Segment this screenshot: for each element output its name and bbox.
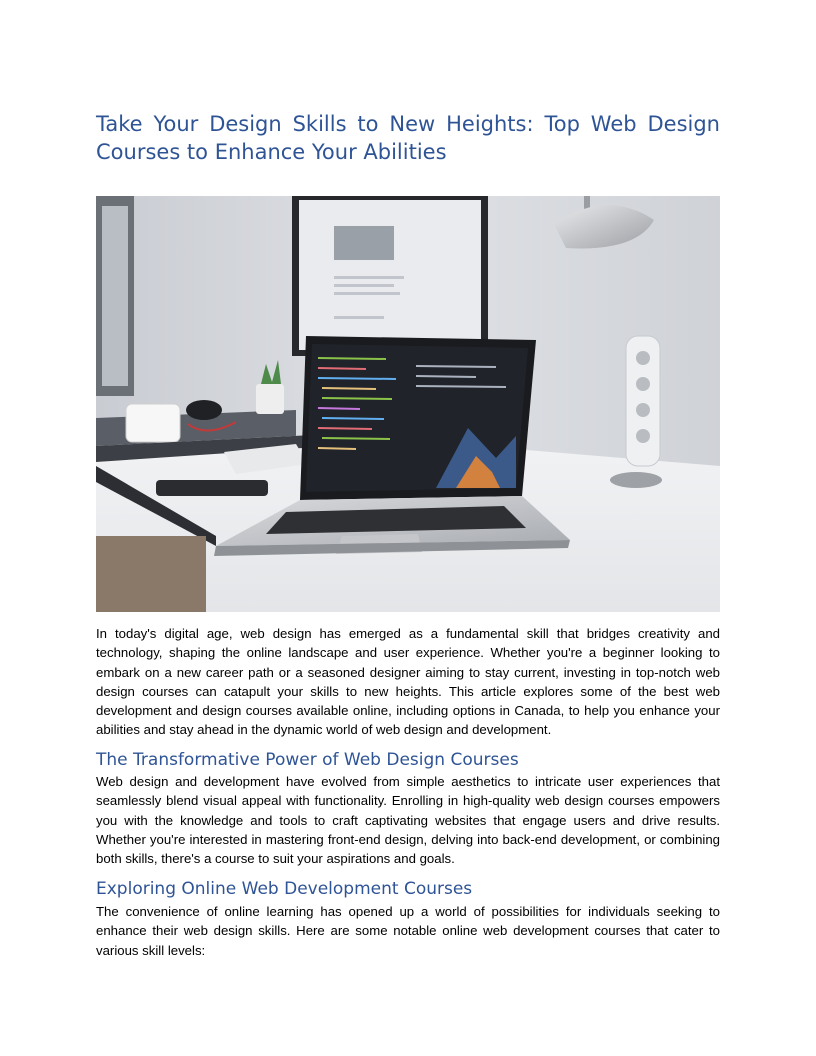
- section-body-transformative-power: Web design and development have evolved from simple aesthetics to intricate user experiences that seamlessly blend visual appeal with functionality. Enrolling in high-quality web design courses empowers you with the knowledge and tools to craft captivating websites that engage users and drive results. Whether you're interested in mastering front-end design, delving into back-end development, or combining both skills, there's a course to suit your aspirations and goals.: [96, 774, 720, 867]
- intro-paragraph: In today's digital age, web design has emerged as a fundamental skill that bridges creativity and technology, shaping the online landscape and user experience. Whether you're a beginner looking to embark on a new career path or a seasoned designer aiming to stay current, investing in top-notch web design courses can catapult your skills to new heights. This article explores some of the best web development and design courses available online, including options in Canada, to help you enhance your abilities and stay ahead in the dynamic world of web design and development.: [96, 626, 720, 738]
- section-heading-online-courses: Exploring Online Web Development Courses: [96, 879, 473, 899]
- section-body-online-courses: The convenience of online learning has opened up a world of possibilities for individuals seeking to enhance their web design skills. Here are some notable online web development courses that cater to various skill levels:: [96, 904, 720, 958]
- hero-photo-laptop-desk: [96, 196, 720, 612]
- document-title: Take Your Design Skills to New Heights: Top Web Design Courses to Enhance Your Abilities: [96, 112, 720, 164]
- section-heading-transformative-power: The Transformative Power of Web Design Courses: [96, 750, 519, 770]
